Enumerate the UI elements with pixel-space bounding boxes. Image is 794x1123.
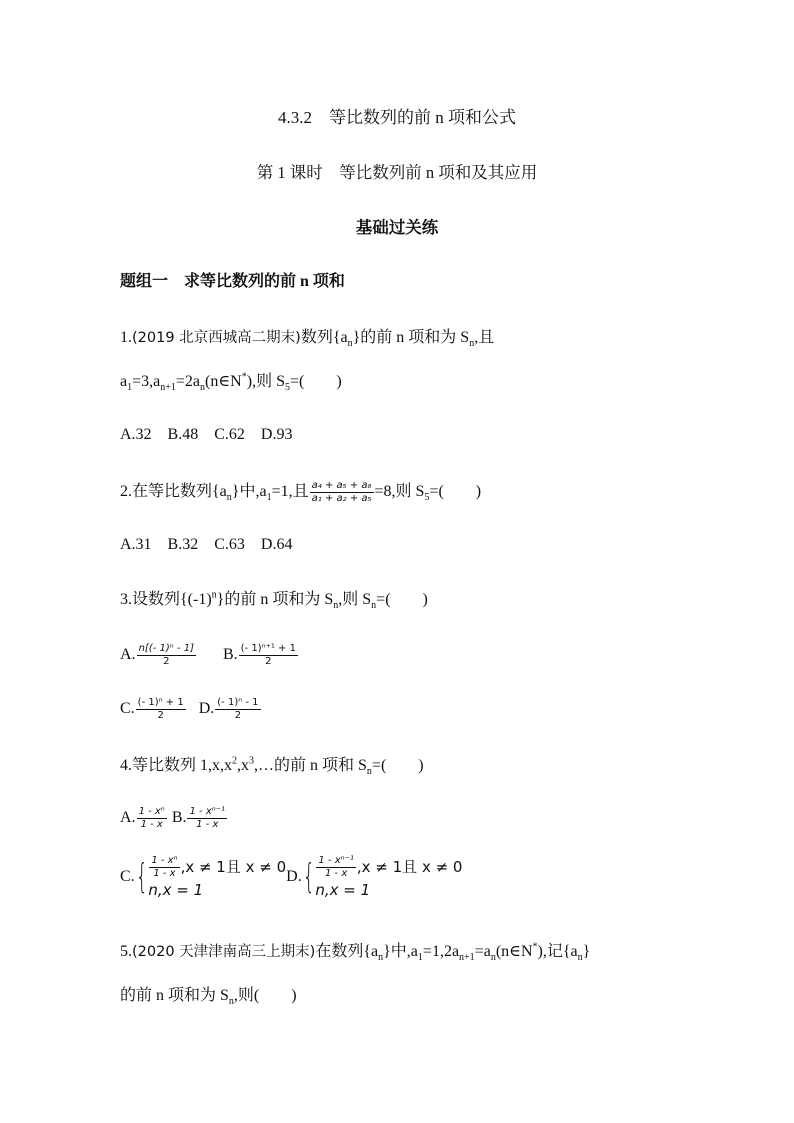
option-label: C. (120, 700, 135, 717)
case-condition: ,x ≠ 1且 x ≠ 0 (356, 857, 463, 876)
fraction (316, 855, 356, 880)
question-4-options-ab (120, 803, 228, 833)
left-brace: { (135, 857, 148, 898)
question-2-line-1 (120, 479, 481, 505)
stem-text: =3,a (132, 373, 161, 390)
case-condition: ,x ≠ 1且 x ≠ 0 (180, 857, 287, 876)
fraction-numerator: (- 1)ⁿ⁺¹ + 1 (240, 642, 296, 654)
case-row: n,x = 1 (315, 880, 371, 899)
option-label: B. (171, 809, 187, 826)
fraction (187, 806, 227, 831)
lesson-title: 第 1 课时 等比数列前 n 项和及其应用 (256, 163, 538, 182)
question-3-line-1 (120, 590, 428, 610)
fraction-denominator: 1 - x (153, 867, 176, 879)
fraction-numerator: n[(- 1)ⁿ - 1] (138, 642, 194, 654)
fraction-denominator: 2 (234, 709, 242, 721)
subscript: 5 (284, 382, 290, 394)
stem-text: }中,a (383, 943, 418, 960)
subscript: n (347, 338, 353, 350)
fraction-numerator: 1 - xⁿ⁻¹ (318, 854, 354, 866)
fraction-numerator: (- 1)ⁿ - 1 (217, 696, 259, 708)
fraction-denominator: 1 - x (140, 818, 163, 830)
stem-text: 设数列{(-1) (132, 591, 212, 608)
question-1-options: A.32 B.48 C.62 D.93 (120, 426, 293, 443)
fraction-denominator: 2 (163, 655, 170, 667)
stem-text: (n∈N (205, 373, 242, 390)
piecewise-cases (148, 855, 286, 900)
stem-text: =( ) (429, 483, 482, 500)
question-source: (2019 北京西城高二期末) (132, 330, 301, 346)
subscript: 1 (417, 952, 423, 964)
fraction-denominator: 1 - x (196, 818, 219, 830)
stem-text: ),则 S (246, 373, 285, 390)
fraction-denominator: 2 (265, 655, 272, 667)
question-1-line-1 (120, 328, 494, 348)
question-number: 1. (120, 329, 132, 346)
case-row (148, 855, 286, 880)
option-label: D. (286, 868, 302, 885)
subscript: n (366, 766, 372, 778)
fraction-denominator: a₁ + a₂ + a₅ (311, 492, 372, 504)
subscript: n (490, 952, 496, 964)
fraction-numerator: (- 1)ⁿ + 1 (137, 696, 184, 708)
question-4-options-cd (120, 852, 462, 902)
option-label: D. (198, 700, 215, 717)
option-label: B. (222, 646, 238, 663)
subscript: n (469, 338, 475, 350)
question-3-options-cd (120, 694, 262, 724)
fraction-numerator: 1 - xⁿ⁻¹ (189, 805, 226, 817)
stem-text: =2a (175, 373, 200, 390)
fraction (215, 697, 260, 722)
fraction (149, 855, 179, 880)
subscript: n (228, 996, 234, 1008)
stem-text: (n∈N (495, 943, 533, 960)
fraction-numerator: 1 - xⁿ (151, 854, 178, 866)
stem-text: 等比数列 1,x,x (132, 757, 233, 774)
subscript: n (378, 952, 384, 964)
case-row: n,x = 1 (148, 880, 204, 899)
stem-text: ,…的前 n 项和 S (254, 757, 367, 774)
fraction-denominator: 2 (157, 709, 164, 721)
option-label: A. (120, 809, 136, 826)
subscript: n (226, 492, 232, 504)
fraction (137, 806, 167, 831)
stem-text: =( ) (371, 757, 424, 774)
stem-text: }中,a (231, 483, 267, 500)
piecewise-cases (315, 855, 462, 900)
stem-text: =( ) (376, 591, 428, 608)
group-title: 题组一 求等比数列的前 n 项和 (120, 273, 345, 290)
superscript: 3 (249, 755, 255, 767)
fraction (137, 643, 196, 668)
question-source: (2020 天津津南高三上期末) (132, 944, 316, 960)
stem-text: =8,则 S (374, 483, 425, 500)
stem-text: ),记{a (537, 943, 578, 960)
subscript: n+1 (160, 382, 176, 394)
subscript: n (200, 382, 205, 394)
case-row (315, 855, 462, 880)
subscript: 1 (266, 492, 272, 504)
subscript: n (371, 600, 377, 612)
practice-title: 基础过关练 (355, 218, 439, 237)
subscript: 5 (424, 492, 430, 504)
question-5-line-1 (120, 942, 590, 962)
stem-text: =( ) (289, 373, 342, 390)
subscript: n (577, 952, 583, 964)
subscript: n+1 (459, 952, 475, 964)
fraction-denominator: 1 - x (325, 867, 348, 879)
superscript: * (532, 941, 538, 953)
stem-text: }的前 n 项和为 S (352, 329, 470, 346)
question-number: 3. (120, 591, 132, 608)
fraction-numerator: a₄ + a₅ + a₈ (311, 479, 372, 491)
fraction (136, 697, 186, 722)
stem-text: 的前 n 项和为 S (120, 987, 229, 1004)
option-label: C. (120, 868, 135, 885)
stem-text: 在等比数列{a (132, 483, 227, 500)
question-number: 4. (120, 757, 132, 774)
stem-text: =1,且 (271, 483, 309, 500)
stem-text: ,x (237, 757, 250, 774)
fraction (239, 643, 298, 668)
section-title: 4.3.2 等比数列的前 n 项和公式 (278, 108, 516, 127)
stem-text: }的前 n 项和为 S (216, 591, 334, 608)
superscript: n (211, 589, 217, 601)
question-2-options: A.31 B.32 C.63 D.64 (120, 536, 293, 553)
fraction-numerator: 1 - xⁿ (138, 805, 165, 817)
option-label: A. (120, 646, 136, 663)
question-1-line-2 (120, 372, 342, 392)
superscript: * (241, 371, 247, 383)
question-5-line-2 (120, 986, 297, 1006)
question-4-line-1 (120, 756, 424, 776)
stem-text: =a (474, 943, 491, 960)
subscript: n (333, 600, 339, 612)
question-3-options-ab (120, 640, 299, 670)
stem-text: a (120, 373, 128, 390)
superscript: 2 (232, 755, 238, 767)
stem-text: } (582, 943, 591, 960)
subscript: 1 (127, 382, 133, 394)
stem-text: 在数列{a (315, 943, 379, 960)
stem-text: ,则( ) (233, 987, 297, 1004)
question-number: 5. (120, 943, 132, 960)
stem-text: ,且 (474, 329, 495, 346)
stem-text: 数列{a (300, 329, 348, 346)
fraction (310, 480, 374, 505)
stem-text: ,则 S (338, 591, 372, 608)
question-number: 2. (120, 483, 132, 500)
stem-text: =1,2a (422, 943, 460, 960)
left-brace: { (302, 857, 315, 898)
